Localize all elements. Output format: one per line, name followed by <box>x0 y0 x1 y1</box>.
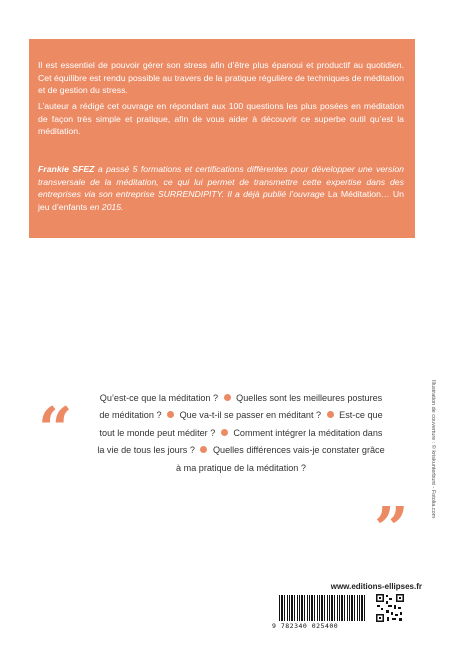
summary-panel <box>29 39 415 238</box>
cover-illustration-credit: Illustration de couverture : © kriskunterbunt - Fotolia.com <box>430 380 436 519</box>
questions-list <box>96 390 386 477</box>
summary-paragraph-1: Il est essentiel de pouvoir gérer son stress afin d’être plus épanoui et productif au quotidien. Cet équilibre est rendu possible au travers de la pratique régulière de techniques de méditation et de gestion du stress. <box>38 60 404 96</box>
barcode-icon <box>279 595 365 621</box>
barcode-number: 9 782340 025400 <box>272 622 339 630</box>
bullet-dot-icon <box>224 394 231 401</box>
publisher-url[interactable]: www.editions-ellipses.fr <box>330 582 422 591</box>
summary-paragraph-2: L’auteur a rédigé cet ouvrage en répondant aux 100 questions les plus posées en méditation de façon très simple et pratique, afin de vous aider à découvrir ce superbe outil qu’est la méditation. <box>38 101 404 137</box>
bullet-dot-icon <box>221 429 228 436</box>
question-3: Que va-t-il se passer en méditant ? <box>179 410 322 421</box>
author-name: Frankie SFEZ <box>38 164 95 174</box>
question-4: Est-ce que tout le monde peut méditer ? <box>99 410 383 438</box>
question-2: Quelles sont les meilleures postures de méditation ? <box>99 393 383 421</box>
question-1: Qu’est-ce que la méditation ? <box>99 393 219 403</box>
question-5: Comment intégrer la méditation dans la vie de tous les jours ? <box>97 427 383 456</box>
author-bio <box>38 163 404 213</box>
bullet-dot-icon <box>327 411 334 418</box>
qr-code-icon <box>375 593 405 623</box>
open-quote-icon: “ <box>38 395 73 465</box>
author-bio-text: a passé 5 formations et certifications différentes pour développer une version transversale de la méditation, ce qui lui permet de transmettre cette expertise dans des entreprises via son entreprise SURRENDIPITY. Il a déjà publié l’ouvrage <box>38 164 404 200</box>
previous-book-title: La Méditation… Un jeu d’enfants <box>38 189 404 212</box>
close-quote-icon: ” <box>374 495 409 565</box>
bullet-dot-icon <box>167 411 174 418</box>
question-6: Quelles différences vais-je constater grâce à ma pratique de la méditation ? <box>176 445 385 473</box>
bullet-dot-icon <box>200 446 207 453</box>
author-bio-tail: en 2015. <box>87 201 124 212</box>
